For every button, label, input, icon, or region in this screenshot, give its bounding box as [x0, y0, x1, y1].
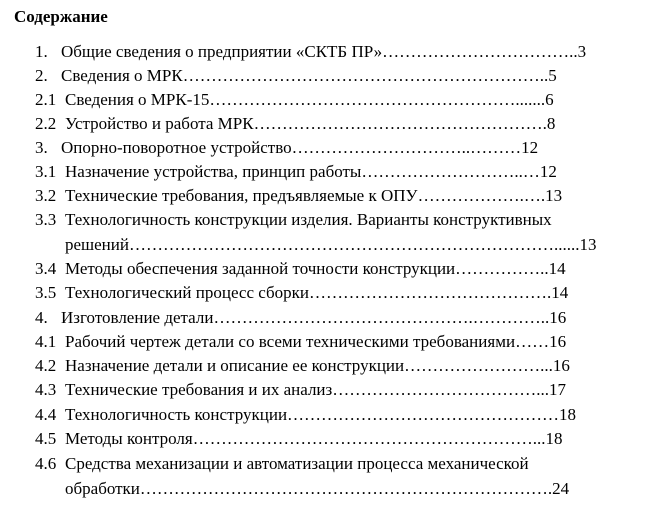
toc-line[interactable]	[35, 428, 562, 450]
toc-number: 4.3	[35, 380, 57, 399]
toc-number: 4.2	[35, 356, 57, 375]
toc-leader: ……………………………………………….......	[209, 90, 546, 109]
toc-leader: …………………………………….	[309, 283, 552, 302]
toc-number: 3.	[35, 138, 48, 157]
toc-leader: ………………………………………………………..	[182, 66, 549, 85]
toc-line[interactable]	[35, 113, 555, 135]
toc-leader: ……………………………..	[382, 42, 578, 61]
toc-number: 1.	[35, 42, 48, 61]
toc-text: Методы контроля	[65, 429, 193, 448]
toc-line[interactable]	[35, 185, 562, 207]
toc-line[interactable]	[35, 89, 554, 111]
toc-page: 16	[549, 332, 567, 351]
toc-page: 8	[546, 114, 556, 133]
toc-page: 14	[548, 259, 566, 278]
toc-line-continuation[interactable]	[65, 478, 569, 500]
toc-number: 4.4	[35, 405, 57, 424]
toc-number: 4.5	[35, 429, 57, 448]
toc-leader: …………………………………………………………………......	[128, 235, 580, 254]
toc-line[interactable]	[35, 331, 566, 353]
toc-number: 4.1	[35, 332, 57, 351]
toc-page: 6	[545, 90, 554, 109]
toc-text: обработки	[65, 479, 140, 498]
toc-text: решений	[65, 235, 129, 254]
toc-line[interactable]	[35, 453, 529, 475]
toc-number: 2.	[35, 66, 48, 85]
toc-text: Технологичность конструкции изделия. Варианты конструктивных	[65, 210, 552, 229]
toc-text: Опорно-поворотное устройство	[61, 138, 292, 157]
toc-number: 4.	[35, 308, 48, 327]
toc-line[interactable]	[35, 65, 557, 87]
toc-line[interactable]	[35, 379, 566, 401]
toc-leader: ……………..	[455, 259, 549, 278]
toc-text: Технологический процесс сборки	[65, 283, 310, 302]
toc-leader: …………………………..………	[291, 138, 522, 157]
toc-page: 18	[559, 405, 577, 424]
toc-number: 3.3	[35, 210, 57, 229]
toc-leader: ……………………………………………………...	[192, 429, 546, 448]
toc-text: Технические требования, предъявляемые к ОПУ	[65, 186, 418, 205]
toc-line[interactable]	[35, 161, 557, 183]
toc-text: Технологичность конструкции	[65, 405, 288, 424]
toc-leader: ……………………………………………………………….	[139, 479, 553, 498]
toc-leader: ………………………………...	[332, 380, 549, 399]
toc-leader: ……	[515, 332, 550, 351]
toc-number: 2.1	[35, 90, 57, 109]
toc-number: 3.1	[35, 162, 57, 181]
toc-page: 13	[579, 235, 597, 254]
toc-number: 3.4	[35, 259, 57, 278]
toc-line[interactable]	[35, 137, 538, 159]
toc-page: 17	[549, 380, 566, 399]
toc-leader: …………………………………………….	[253, 114, 547, 133]
toc-line[interactable]	[35, 258, 566, 280]
toc-line[interactable]	[35, 404, 576, 426]
toc-page: 16	[552, 356, 570, 375]
toc-page: 13	[545, 186, 563, 205]
toc-text: Методы обеспечения заданной точности конструкции	[65, 259, 456, 278]
toc-leader: …………………………………………	[287, 405, 560, 424]
toc-line[interactable]	[35, 355, 570, 377]
toc-text: Устройство и работа МРК	[65, 114, 254, 133]
toc-number: 4.6	[35, 454, 57, 473]
toc-line-continuation[interactable]	[65, 234, 596, 256]
toc-leader: ……………….….	[417, 186, 546, 205]
toc-page: 12	[539, 162, 557, 181]
toc-title: Содержание	[14, 7, 108, 26]
toc-page: 18	[545, 429, 563, 448]
toc-text: Назначение детали и описание ее конструкции	[65, 356, 405, 375]
toc-text: Изготовление детали	[61, 308, 214, 327]
toc-text: Технические требования и их анализ	[65, 380, 333, 399]
toc-number: 3.2	[35, 186, 57, 205]
toc-leader: ……………………………………….…………..	[213, 308, 550, 327]
toc-text: Назначение устройства, принцип работы	[65, 162, 362, 181]
toc-leader: ……………………...	[404, 356, 553, 375]
toc-page: 24	[552, 479, 570, 498]
toc-number: 2.2	[35, 114, 57, 133]
toc-line[interactable]	[35, 282, 568, 304]
toc-page: 14	[551, 283, 569, 302]
toc-leader: ………………………..…	[361, 162, 540, 181]
toc-text: Средства механизации и автоматизации процесса механической	[65, 454, 529, 473]
toc-line[interactable]	[35, 41, 586, 63]
toc-line[interactable]	[35, 307, 566, 329]
toc-number: 3.5	[35, 283, 57, 302]
toc-text: Рабочий чертеж детали со всеми техническими требованиями	[65, 332, 516, 351]
toc-page: 3	[577, 42, 587, 61]
toc-line[interactable]	[35, 209, 552, 231]
toc-text: Общие сведения о предприятии «СКТБ ПР»	[61, 42, 383, 61]
toc-page: 16	[549, 308, 567, 327]
toc-page: 12	[521, 138, 539, 157]
toc-text: Сведения о МРК	[61, 66, 183, 85]
toc-page: 5	[548, 66, 557, 85]
toc-text: Сведения о МРК-15	[65, 90, 210, 109]
